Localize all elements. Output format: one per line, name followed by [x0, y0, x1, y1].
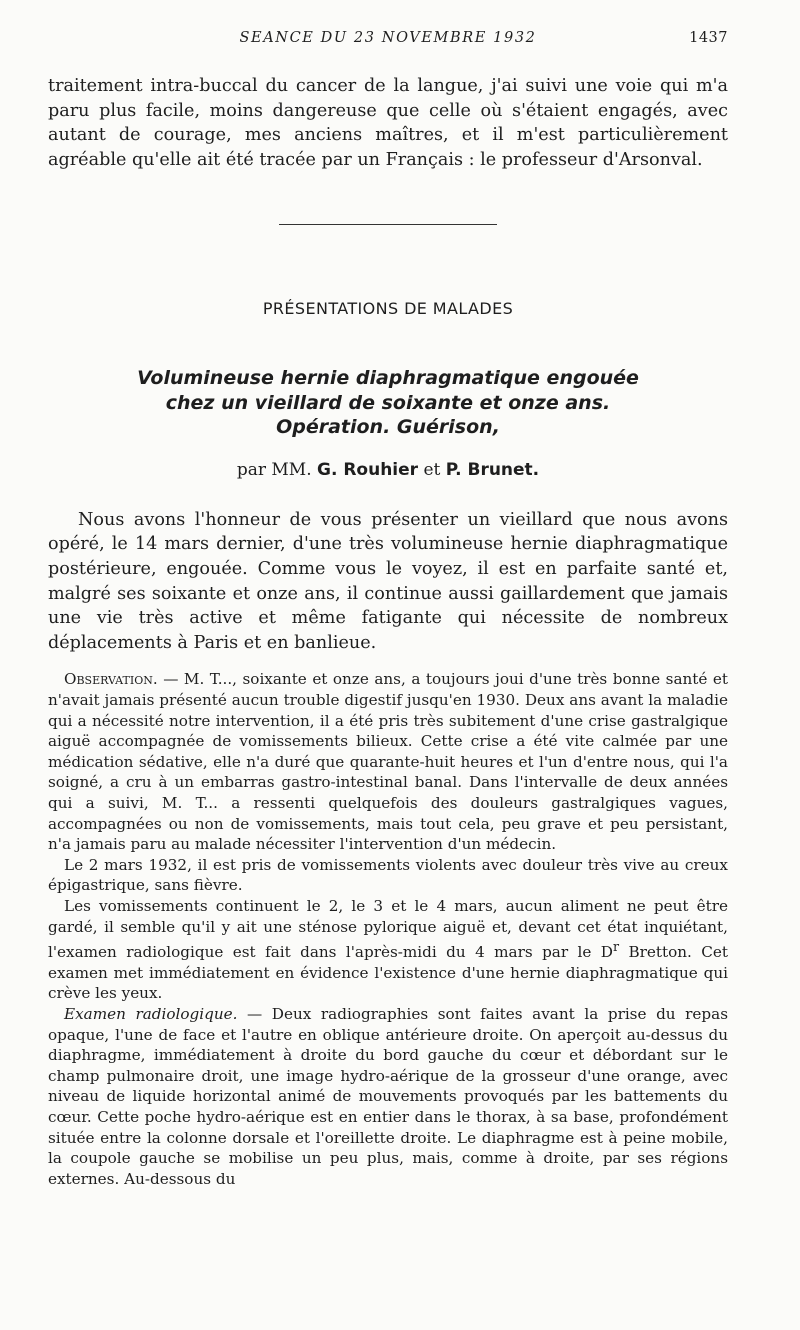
intro-paragraph: Nous avons l'honneur de vous présenter un vieillard que nous avons opéré, le 14 mars dernier, d'une très volumineuse hernie diaphragmatique postérieure, engouée. Comme vous le voyez, il est en parfaite santé et, malgré ses soixante et onze ans, il continue aussi gaillardement que jamais une vie très active et même fatigante qui nécessite de nombreux déplacements à Paris et en banlieue.: [48, 509, 728, 653]
page-number: 1437: [689, 30, 728, 46]
running-header: [48, 30, 728, 56]
author-1: G. Rouhier: [317, 459, 419, 480]
observation-section: [48, 669, 728, 1189]
observation-label: Observation.: [64, 670, 158, 689]
observation-text-3b: Bretton. Cet examen met immédiatement en évidence l'existence d'une hernie diaphragmatique qui crève les yeux.: [48, 943, 728, 1003]
radiology-label: Examen radiologique.: [64, 1005, 238, 1023]
article-title-line-3: Opération. Guérison,: [276, 416, 500, 439]
observation-paragraph-1: [48, 669, 728, 854]
header-title: SEANCE DU 23 NOVEMBRE 1932: [239, 30, 537, 46]
article-title-line-1: Volumineuse hernie diaphragmatique engouée: [137, 367, 639, 390]
observation-paragraph-3: [48, 896, 728, 1004]
document-page: [48, 30, 728, 1189]
opening-paragraph: traitement intra-buccal du cancer de la langue, j'ai suivi une voie qui m'a paru plus facile, moins dangereuse que celle où s'étaient engagés, avec autant de courage, mes anciens maîtres, et il m'est particulièrement agréable qu'elle ait été tracée par un Français : le professeur d'Arsonval.: [48, 76, 728, 170]
author-2: P. Brunet.: [445, 459, 540, 480]
observation-text-4: — Deux radiographies sont faites avant la prise du repas opaque, l'une de face et l'autre en oblique antérieure droite. On aperçoit au-dessus du diaphragme, immédiatement à droite du bord gauche du cœur et débordant sur le champ pulmonaire droit, une image hydro-aérique de la grosseur d'une orange, avec niveau de liquide horizontal animé de mouvements provoqués par les battements du cœur. Cette poche hydro-aérique est en entier dans le thorax, à sa base, profondément située entre la colonne dorsale et l'oreillette droite. Le diaphragme est à peine mobile, la coupole gauche se mobilise un peu plus, mais, comme à droite, par ses régions externes. Au-dessous du: [48, 1005, 728, 1188]
observation-paragraph-2: Le 2 mars 1932, il est pris de vomissements violents avec douleur très vive au creux épigastrique, sans fièvre.: [48, 855, 728, 895]
article-title-line-2: chez un vieillard de soixante et onze ans.: [165, 391, 611, 414]
byline-prefix: par MM.: [236, 459, 312, 480]
section-divider: [279, 224, 497, 225]
article-title: [48, 366, 728, 440]
section-title: PRÉSENTATIONS DE MALADES: [262, 299, 514, 319]
observation-text-3a: Les vomissements continuent le 2, le 3 et le 4 mars, aucun aliment ne peut être gardé, il semble qu'il y ait une sténose pylorique aiguë et, devant cet état inquiétant, l'examen radiologique est fait dans l'après-midi du 4 mars par le D: [48, 896, 728, 962]
byline: [48, 460, 728, 480]
observation-text-1: — M. T..., soixante et onze ans, a toujours joui d'une très bonne santé et n'avait jamais présenté aucun trouble digestif jusqu'en 1930. Deux ans avant la maladie qui a nécessité notre intervention, il a été pris très subitement d'une crise gastralgique aiguë accompagnée de vomissements bilieux. Cette crise a été vite calmée par une médication sédative, elle n'a duré que quarante-huit heures et l'un d'entre nous, qui l'a soigné, a cru à un embarras gastro-intestinal banal. Dans l'intervalle de deux années qui a suivi, M. T... a ressenti quelquefois des douleurs gastralgiques vagues, accompagnées ou non de vomissements, mais tout cela, peu grave et peu persistant, n'a jamais paru au malade nécessiter l'intervention d'un médecin.: [48, 670, 728, 854]
byline-and: et: [423, 459, 441, 480]
observation-paragraph-4: [48, 1004, 728, 1189]
doctor-superscript: r: [613, 939, 620, 955]
